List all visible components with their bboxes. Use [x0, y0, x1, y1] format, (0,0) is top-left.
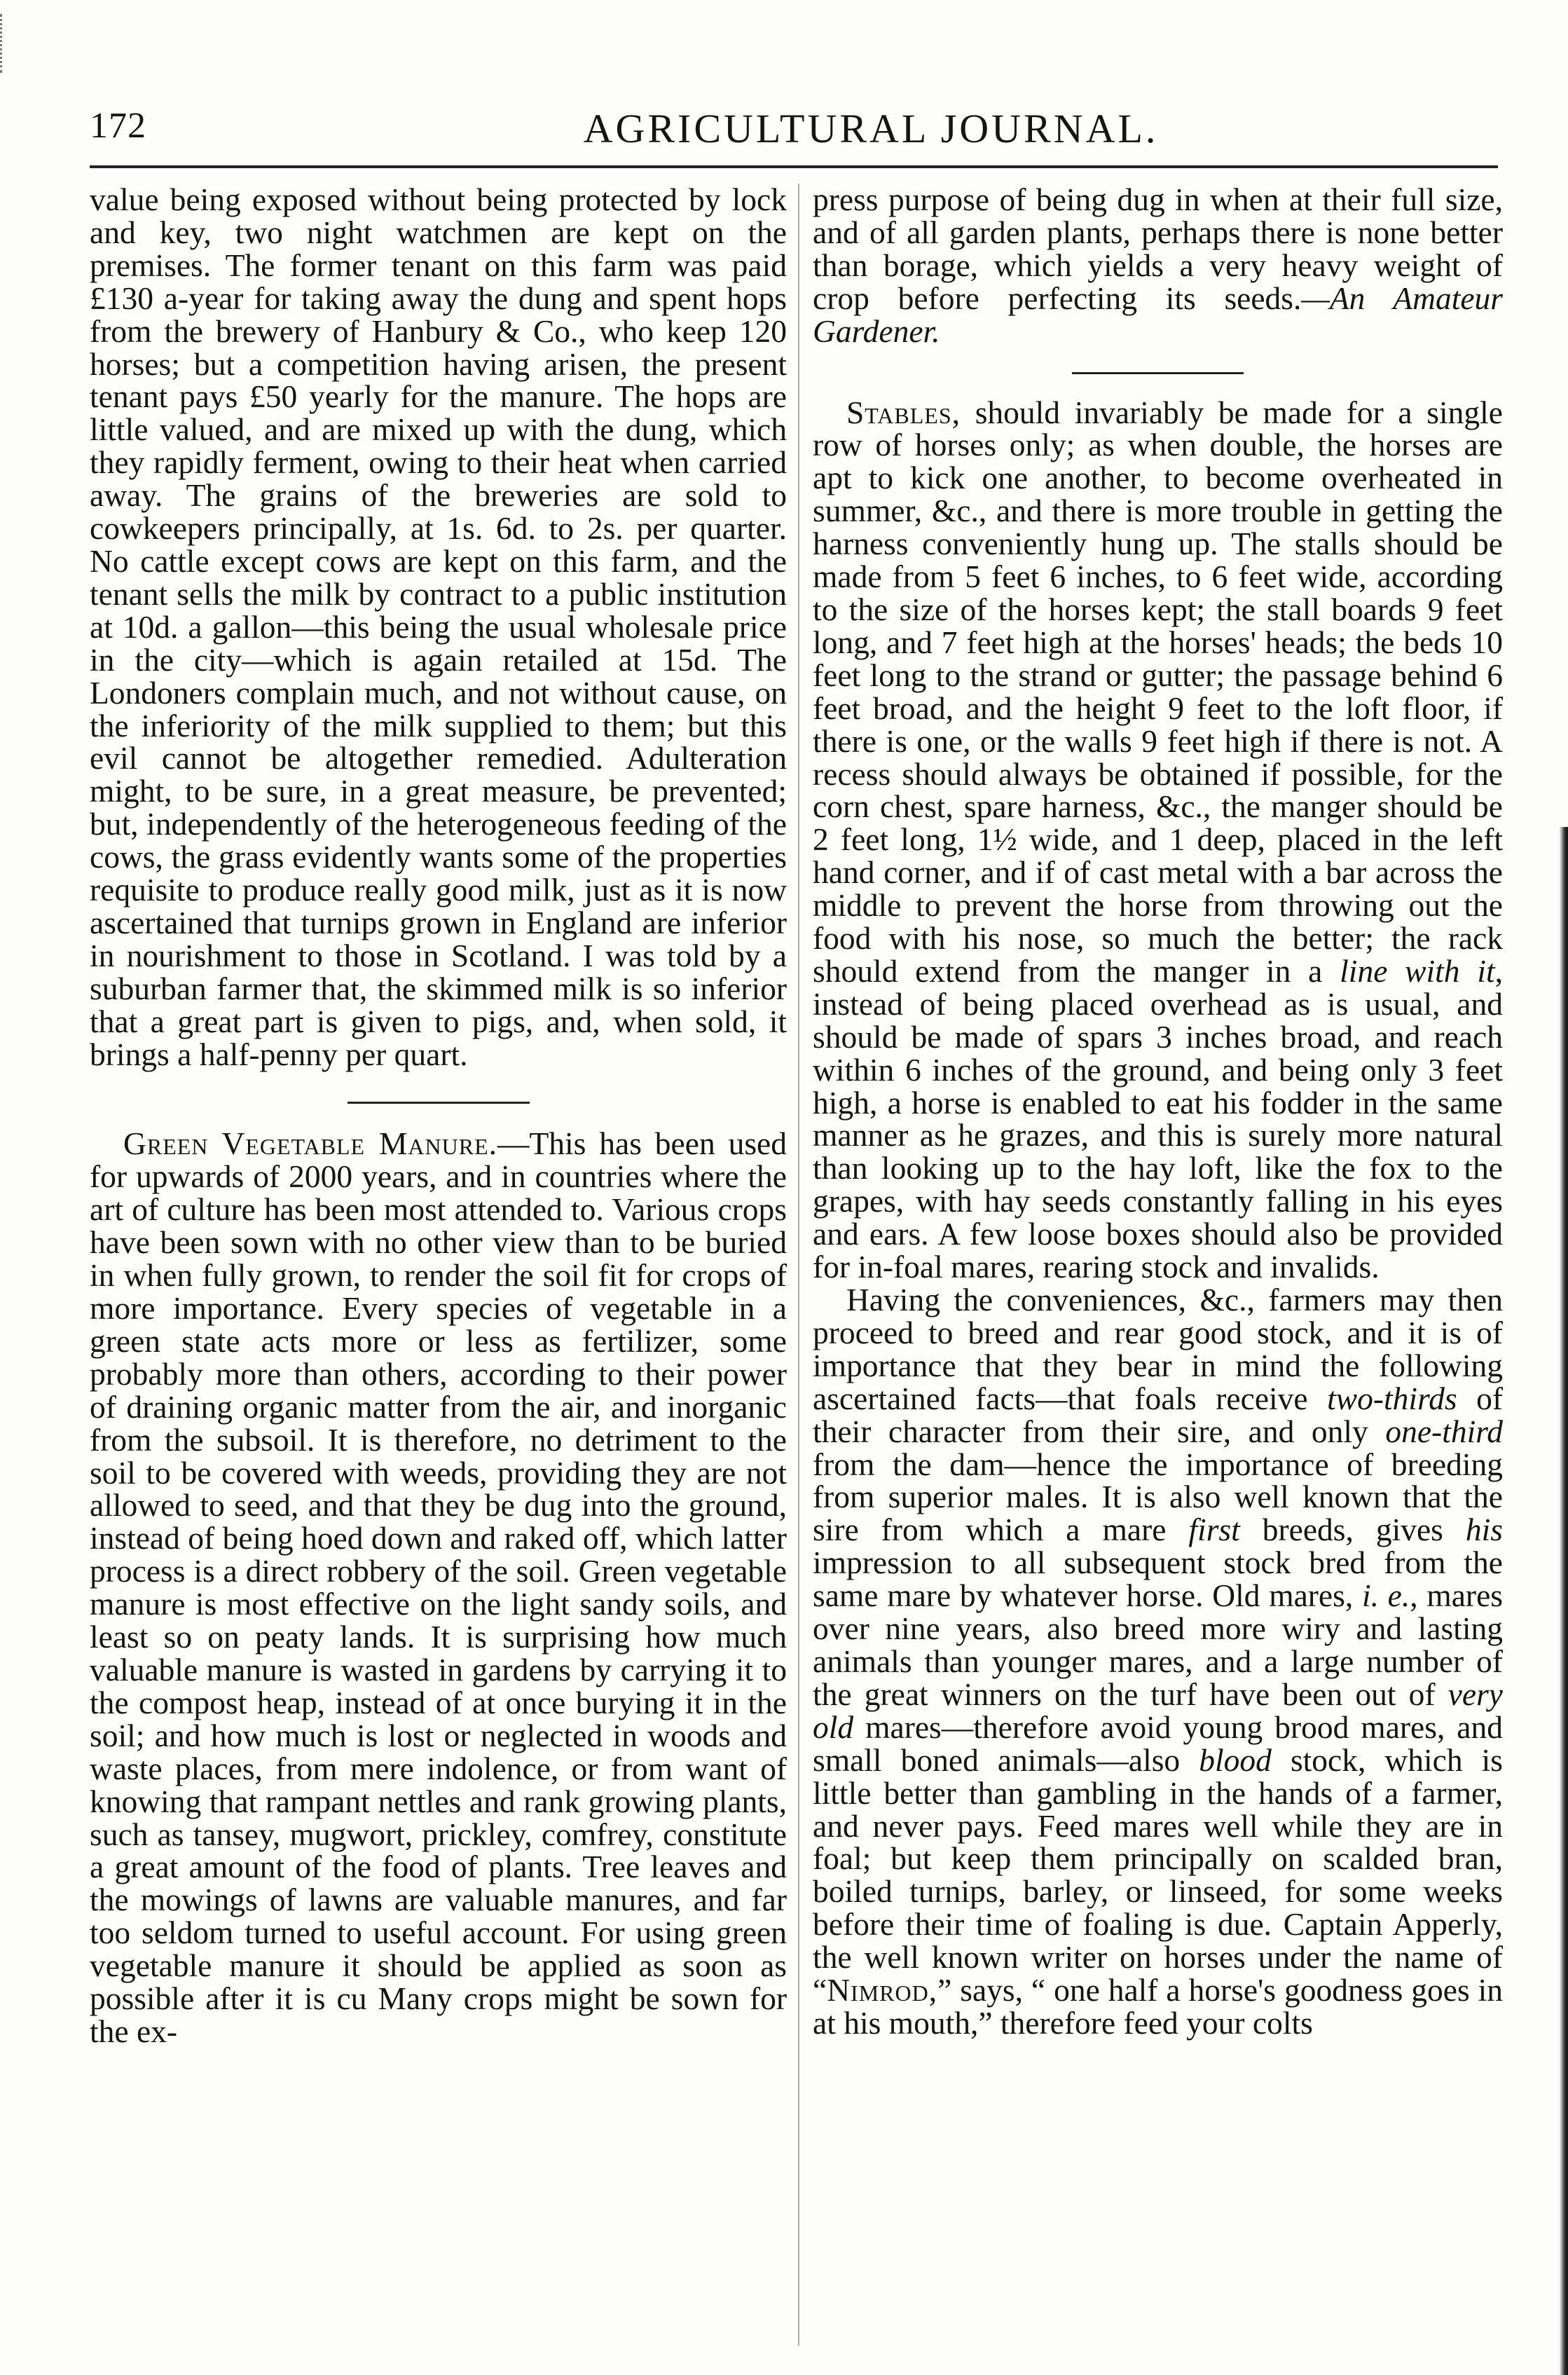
breeding-text: impression to all subsequent stock bred from the same mare by whatever horse. Old mares,	[813, 1545, 1503, 1614]
emphasis: first	[1188, 1512, 1240, 1548]
green-vegetable-manure-text: —This has been used for upwards of 2000 years, and in countries where the art of culture has been most attended to. Various crops have been sown with no other view than to be buried in when fully grown, to render the soil fit for crops of more importance. Every species of vegetable in a green state acts more or less as fertilizer, some probably more than others, according to their power of draining organic matter from the air, and inorganic from the subsoil. It is therefore, no detriment to the soil to be covered with weeds, providing they are not allowed to seed, and that they be dug into the ground, instead of being hoed down and raked off, which latter process is a direct robbery of the soil. Green vegetable manure is most effective on the light sandy soils, and least so on peaty lands. It is surprising how much valuable manure is wasted in gardens by carrying it to the compost heap, instead of at once burying it in the soil; and how much is lost or neglected in woods and waste places, from mere indolence, or from want of knowing that rampant nettles and rank growing plants, such as tansey, mugwort, prickley, comfrey, constitute a great amount of the food of plants. Tree leaves and the mowings of lawns are valuable manures, and far too seldom turned to useful account. For using green vegetable manure it should be applied as soon as possible after it is cu Many crops might be sown for the ex-	[90, 1125, 787, 2049]
page-edge-mark	[0, 14, 8, 73]
section-divider	[348, 1102, 530, 1104]
page-edge-shadow	[1560, 827, 1568, 2375]
breeding-text: mares—therefore avoid young brood mares, and small boned animals—also	[813, 1709, 1503, 1778]
emphasis: two-thirds	[1327, 1380, 1457, 1416]
emphasis: one-third	[1385, 1413, 1503, 1449]
journal-title: AGRICULTURAL JOURNAL.	[583, 106, 1159, 151]
header-rule	[90, 165, 1498, 168]
section-divider	[1072, 372, 1244, 374]
page-number: 172	[90, 106, 146, 146]
right-column	[813, 184, 1503, 2346]
running-head	[90, 105, 1498, 161]
emphasis: i. e.	[1361, 1577, 1410, 1614]
breeding-paragraph	[813, 1284, 1503, 2040]
green-vegetable-manure-paragraph	[90, 1125, 787, 2049]
breeding-text: from the dam—hence the importance of breeding from superior males. It is also well known that the sire from which a mare	[813, 1446, 1503, 1548]
emphasis: blood	[1199, 1741, 1272, 1778]
left-column	[90, 184, 787, 2346]
breeding-text: breeds, gives	[1239, 1512, 1466, 1548]
stables-italic-phrase: line with it	[1340, 952, 1495, 989]
stables-heading: Stables,	[846, 394, 961, 430]
stables-text-continued: , instead of being placed overhead as is usual, and should be made of spars 3 inches broad, and reach within 6 inches of the ground, and being only 3 feet high, a horse is enabled to eat his fodder in the same manner as he grazes, and this is surely more natural than looking up to the hay loft, like the fox to the grapes, with hay seeds constantly falling in his eyes and ears. A few loose boxes should also be provided for in-foal mares, rearing stock and invalids.	[813, 952, 1503, 1285]
breeding-text: Having the conveniences, &c., farmers may then proceed to breed and rear good stock, and it is of importance that they bear in mind the following ascertained facts—that foals receive	[813, 1282, 1503, 1416]
column-divider	[798, 184, 799, 2346]
breeding-text: stock, which is little better than gambling in the hands of a farmer, and never pays. Feed mares well while they are in foal; but keep them principally on scalded bran, boiled turnips, barley, or linseed, for some weeks before their time of foaling is due. Captain Apperly, the well known writer on horses under the name of “	[813, 1741, 1503, 2008]
attribution: —An Amateur Gardener.	[813, 280, 1503, 349]
nimrod-name: Nimrod,	[827, 1972, 938, 2008]
borage-paragraph	[813, 184, 1503, 348]
breeding-text: ” says, “ one half a horse's goodness goes in at his mouth,” therefore feed your colts	[813, 1972, 1503, 2041]
breeding-text: of their character from their sire, and only	[813, 1380, 1503, 1449]
stables-text: should invariably be made for a single row of horses only; as when double, the horses are apt to kick one another, to become overheated in summer, &c., and there is more trouble in getting the harness conveniently hung up. The stalls should be made from 5 feet 6 inches, to 6 feet wide, according to the size of the horses kept; the stall boards 9 feet long, and 7 feet high at the horses' heads; the beds 10 feet long to the strand or gutter; the passage behind 6 feet broad, and the height 9 feet to the loft floor, if there is one, or the walls 9 feet high if there is not. A recess should always be obtained if possible, for the corn chest, spare harness, &c., the manger should be 2 feet long, 1½ wide, and 1 deep, placed in the left hand corner, and if of cast metal with a bar across the middle to prevent the horse from throwing out the food with his nose, so much the better; the rack should extend from the manger in a	[813, 394, 1503, 989]
breeding-text: , mares over nine years, also breed more wiry and lasting animals than younger mares, and a large number of the great winners on the turf have been out of	[813, 1577, 1503, 1712]
emphasis: very old	[813, 1676, 1503, 1745]
green-vegetable-manure-heading: Green Vegetable Manure.	[123, 1125, 497, 1162]
emphasis: his	[1465, 1512, 1503, 1548]
stables-paragraph	[813, 394, 1503, 1285]
dairy-farm-paragraph: value being exposed without being protected by lock and key, two night watchmen are kept on the premises. The former tenant on this farm was paid £130 a-year for taking away the dung and spent hops from the brewery of Hanbury & Co., who keep 120 horses; but a competition having arisen, the present tenant pays £50 yearly for the manure. The hops are little valued, and are mixed up with the dung, which they rapidly ferment, owing to their heat when carried away. The grains of the breweries are sold to cowkeepers principally, at 1s. 6d. to 2s. per quarter. No cattle except cows are kept on this farm, and the tenant sells the milk by contract to a public institution at 10d. a gallon—this being the usual wholesale price in the city—which is again retailed at 15d. The Londoners complain much, and not without cause, on the inferiority of the milk supplied to them; but this evil cannot be altogether remedied. Adulteration might, to be sure, in a great measure, be prevented; but, independently of the heterogeneous feeding of the cows, the grass evidently wants some of the properties requisite to produce really good milk, just as it is now ascertained that turnips grown in England are inferior in nourishment to those in Scotland. I was told by a suburban farmer that, the skimmed milk is so inferior that a great part is given to pigs, and, when sold, it brings a half-penny per quart.	[90, 184, 787, 1072]
borage-text: press purpose of being dug in when at their full size, and of all garden plants, perhaps there is none better than borage, which yields a very heavy weight of crop before perfecting its seeds.	[813, 184, 1503, 316]
